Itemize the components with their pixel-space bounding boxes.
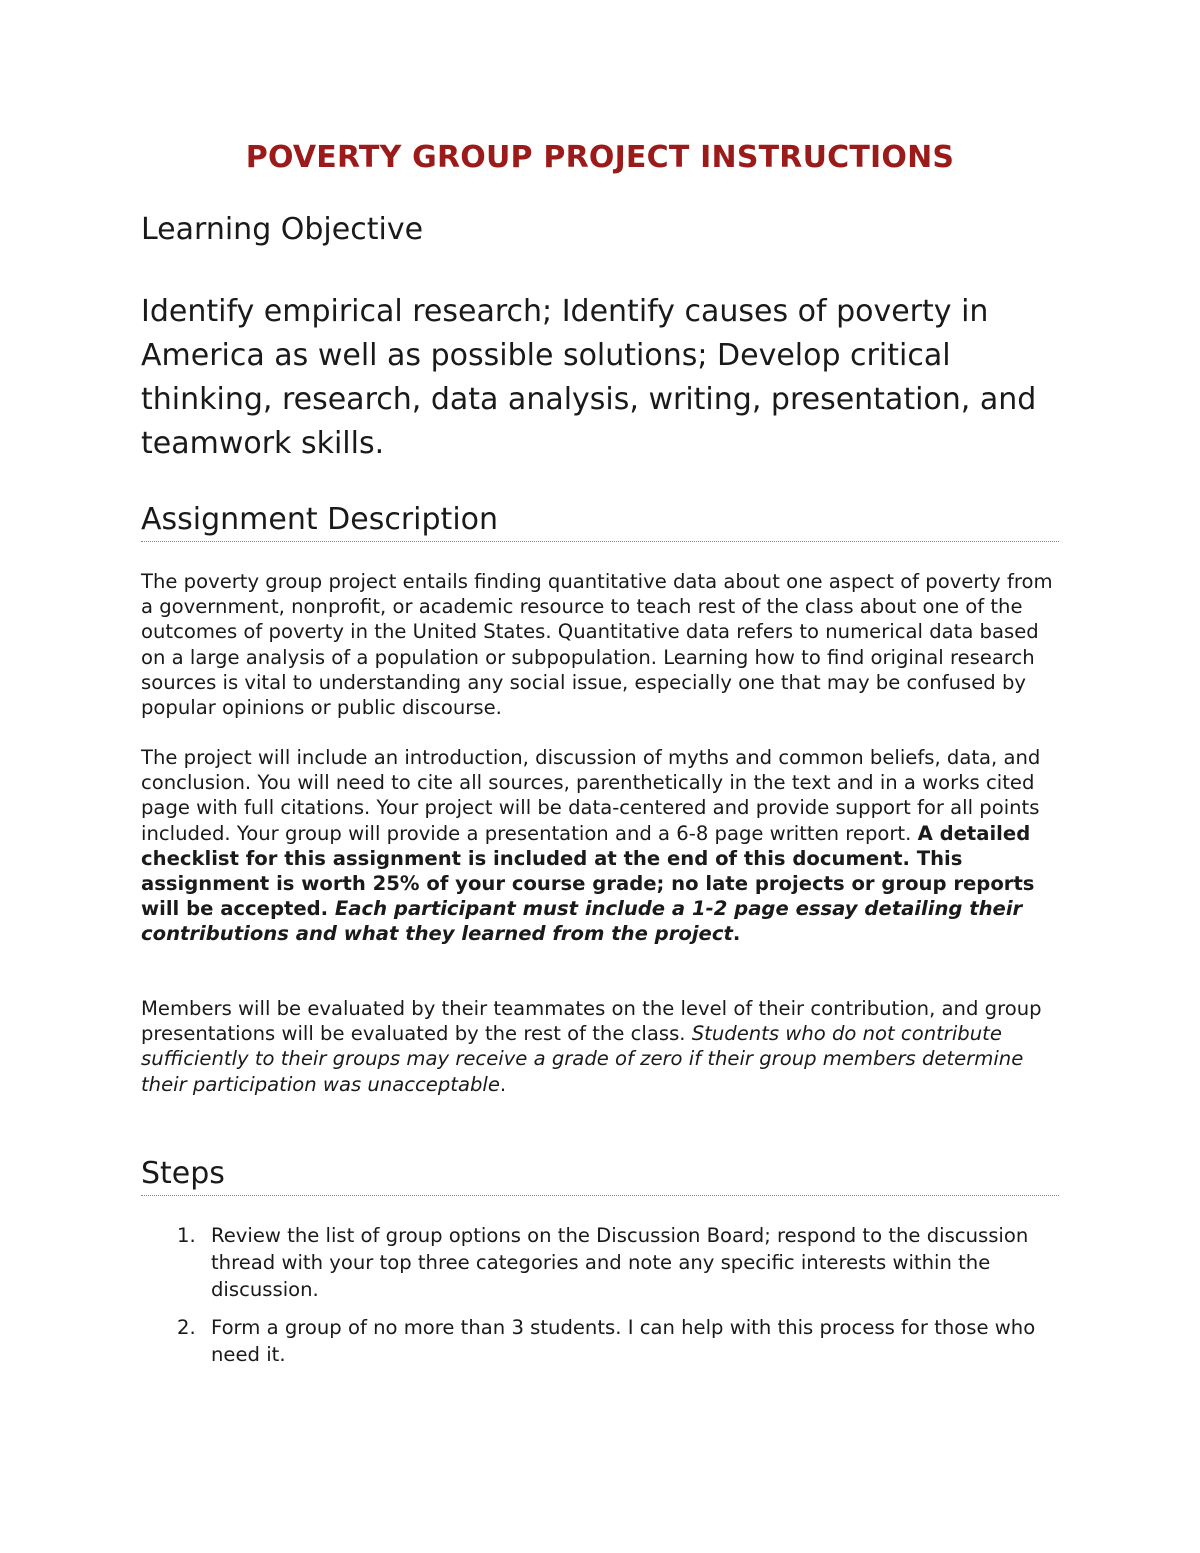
- paragraph-2-bold-end: .: [732, 922, 741, 946]
- step-number: 1.: [177, 1224, 196, 1247]
- assignment-paragraph-3: [141, 996, 1059, 1097]
- step-text: Review the list of group options on the Discussion Board; respond to the discussion thread with your top three categories and note any specific interests within the discussion.: [211, 1224, 1029, 1301]
- learning-objective-heading: Learning Objective: [141, 212, 424, 247]
- paragraph-3-text: Members will be evaluated by their teammates on the level of their contribution, and group presentations will be evaluated by the rest of the class.: [141, 997, 1042, 1046]
- steps-list: [141, 1222, 1059, 1379]
- paragraph-2-bold-text: A detailed checklist for this assignment is included at the end of this document. This assignment is worth 25% of your course grade; no late projects or group reports will be accepted.: [141, 821, 1035, 921]
- step-number: 2.: [177, 1316, 196, 1339]
- paragraph-3-end: .: [499, 1072, 507, 1096]
- assignment-paragraph-1: The poverty group project entails finding quantitative data about one aspect of poverty from a government, nonprofit, or academic resource to teach rest of the class about one of the outcomes of poverty in the United States. Quantitative data refers to numerical data based on a large analysis of a population or subpopulation. Learning how to find original research sources is vital to understanding any social issue, especially one that may be confused by popular opinions or public discourse.: [141, 570, 1053, 720]
- list-item: [141, 1222, 1059, 1303]
- paragraph-2-bold-italic-text: Each participant must include a 1-2 page essay detailing their contributions and what they learned from the project: [141, 897, 1023, 946]
- paragraph-2-text: The project will include an introduction, discussion of myths and common beliefs, data, and conclusion. You will need to cite all sources, parenthetically in the text and in a works cited page with full citations. Your project will be data-centered and provide support for all points included. Your group will provide a presentation and a 6-8 page written report.: [141, 746, 1041, 845]
- step-text: Form a group of no more than 3 students. I can help with this process for those who need it.: [211, 1316, 1036, 1366]
- assignment-paragraph-2: [141, 745, 1059, 947]
- document-title: POVERTY GROUP PROJECT INSTRUCTIONS: [245, 140, 955, 175]
- list-item: [141, 1314, 1059, 1368]
- steps-heading: Steps: [141, 1156, 1059, 1196]
- assignment-description-heading: Assignment Description: [141, 502, 1059, 542]
- paragraph-3-italic-text: Students who do not contribute sufficiently to their groups may receive a grade of zero if their group members determine their participation was unacceptable: [141, 1022, 1024, 1096]
- learning-objective-text: Identify empirical research; Identify causes of poverty in America as well as possible solutions; Develop critical thinking, research, data analysis, writing, presentation, and teamwork skills.: [141, 294, 1037, 461]
